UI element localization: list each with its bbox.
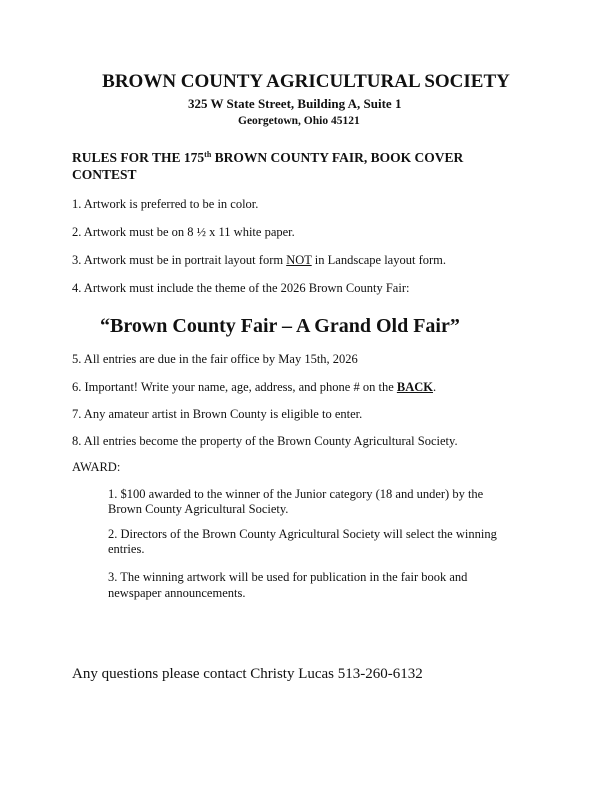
rules-heading-suffix: BROWN COUNTY FAIR, BOOK COVER — [211, 150, 464, 165]
rules-heading — [72, 151, 463, 165]
award-label: AWARD: — [72, 460, 121, 474]
rule-6-a: 6. Important! Write your name, age, address, and phone # on the — [72, 380, 397, 394]
rule-4: 4. Artwork must include the theme of the 2026 Brown County Fair: — [72, 281, 410, 295]
rules-heading-line2: CONTEST — [72, 167, 137, 182]
rule-1: 1. Artwork is preferred to be in color. — [72, 197, 259, 211]
rule-7: 7. Any amateur artist in Brown County is eligible to enter. — [72, 407, 363, 421]
award-1-line2: Brown County Agricultural Society. — [108, 502, 289, 516]
org-title: BROWN COUNTY AGRICULTURAL SOCIETY — [102, 71, 510, 92]
rule-5: 5. All entries are due in the fair office by May 15th, 2026 — [72, 352, 358, 366]
rules-heading-sup: th — [204, 150, 212, 159]
rule-3-not: NOT — [286, 253, 312, 267]
award-1-line1: 1. $100 awarded to the winner of the Junior category (18 and under) by the — [108, 487, 484, 501]
rules-heading-prefix: RULES FOR THE 175 — [72, 150, 205, 165]
rule-6 — [72, 381, 436, 394]
award-3-line2: newspaper announcements. — [108, 586, 246, 600]
rule-3-a: 3. Artwork must be in portrait layout form — [72, 253, 287, 267]
rule-6-back: BACK — [396, 380, 433, 394]
org-city: Georgetown, Ohio 45121 — [238, 115, 360, 127]
award-2-line2: entries. — [108, 542, 145, 556]
contact-line: Any questions please contact Christy Lucas 513-260-6132 — [72, 666, 423, 682]
award-3-line1: 3. The winning artwork will be used for publication in the fair book and — [108, 570, 468, 584]
rule-3-b: in Landscape layout form. — [311, 253, 447, 267]
award-2-line1: 2. Directors of the Brown County Agricultural Society will select the winning — [108, 527, 497, 541]
rule-6-b: . — [433, 380, 437, 394]
org-address: 325 W State Street, Building A, Suite 1 — [188, 96, 402, 111]
rule-8: 8. All entries become the property of the Brown County Agricultural Society. — [72, 434, 458, 448]
rule-3 — [72, 254, 446, 267]
rule-2: 2. Artwork must be on 8 ½ x 11 white paper. — [72, 225, 295, 239]
fair-theme: “Brown County Fair – A Grand Old Fair” — [100, 315, 460, 337]
